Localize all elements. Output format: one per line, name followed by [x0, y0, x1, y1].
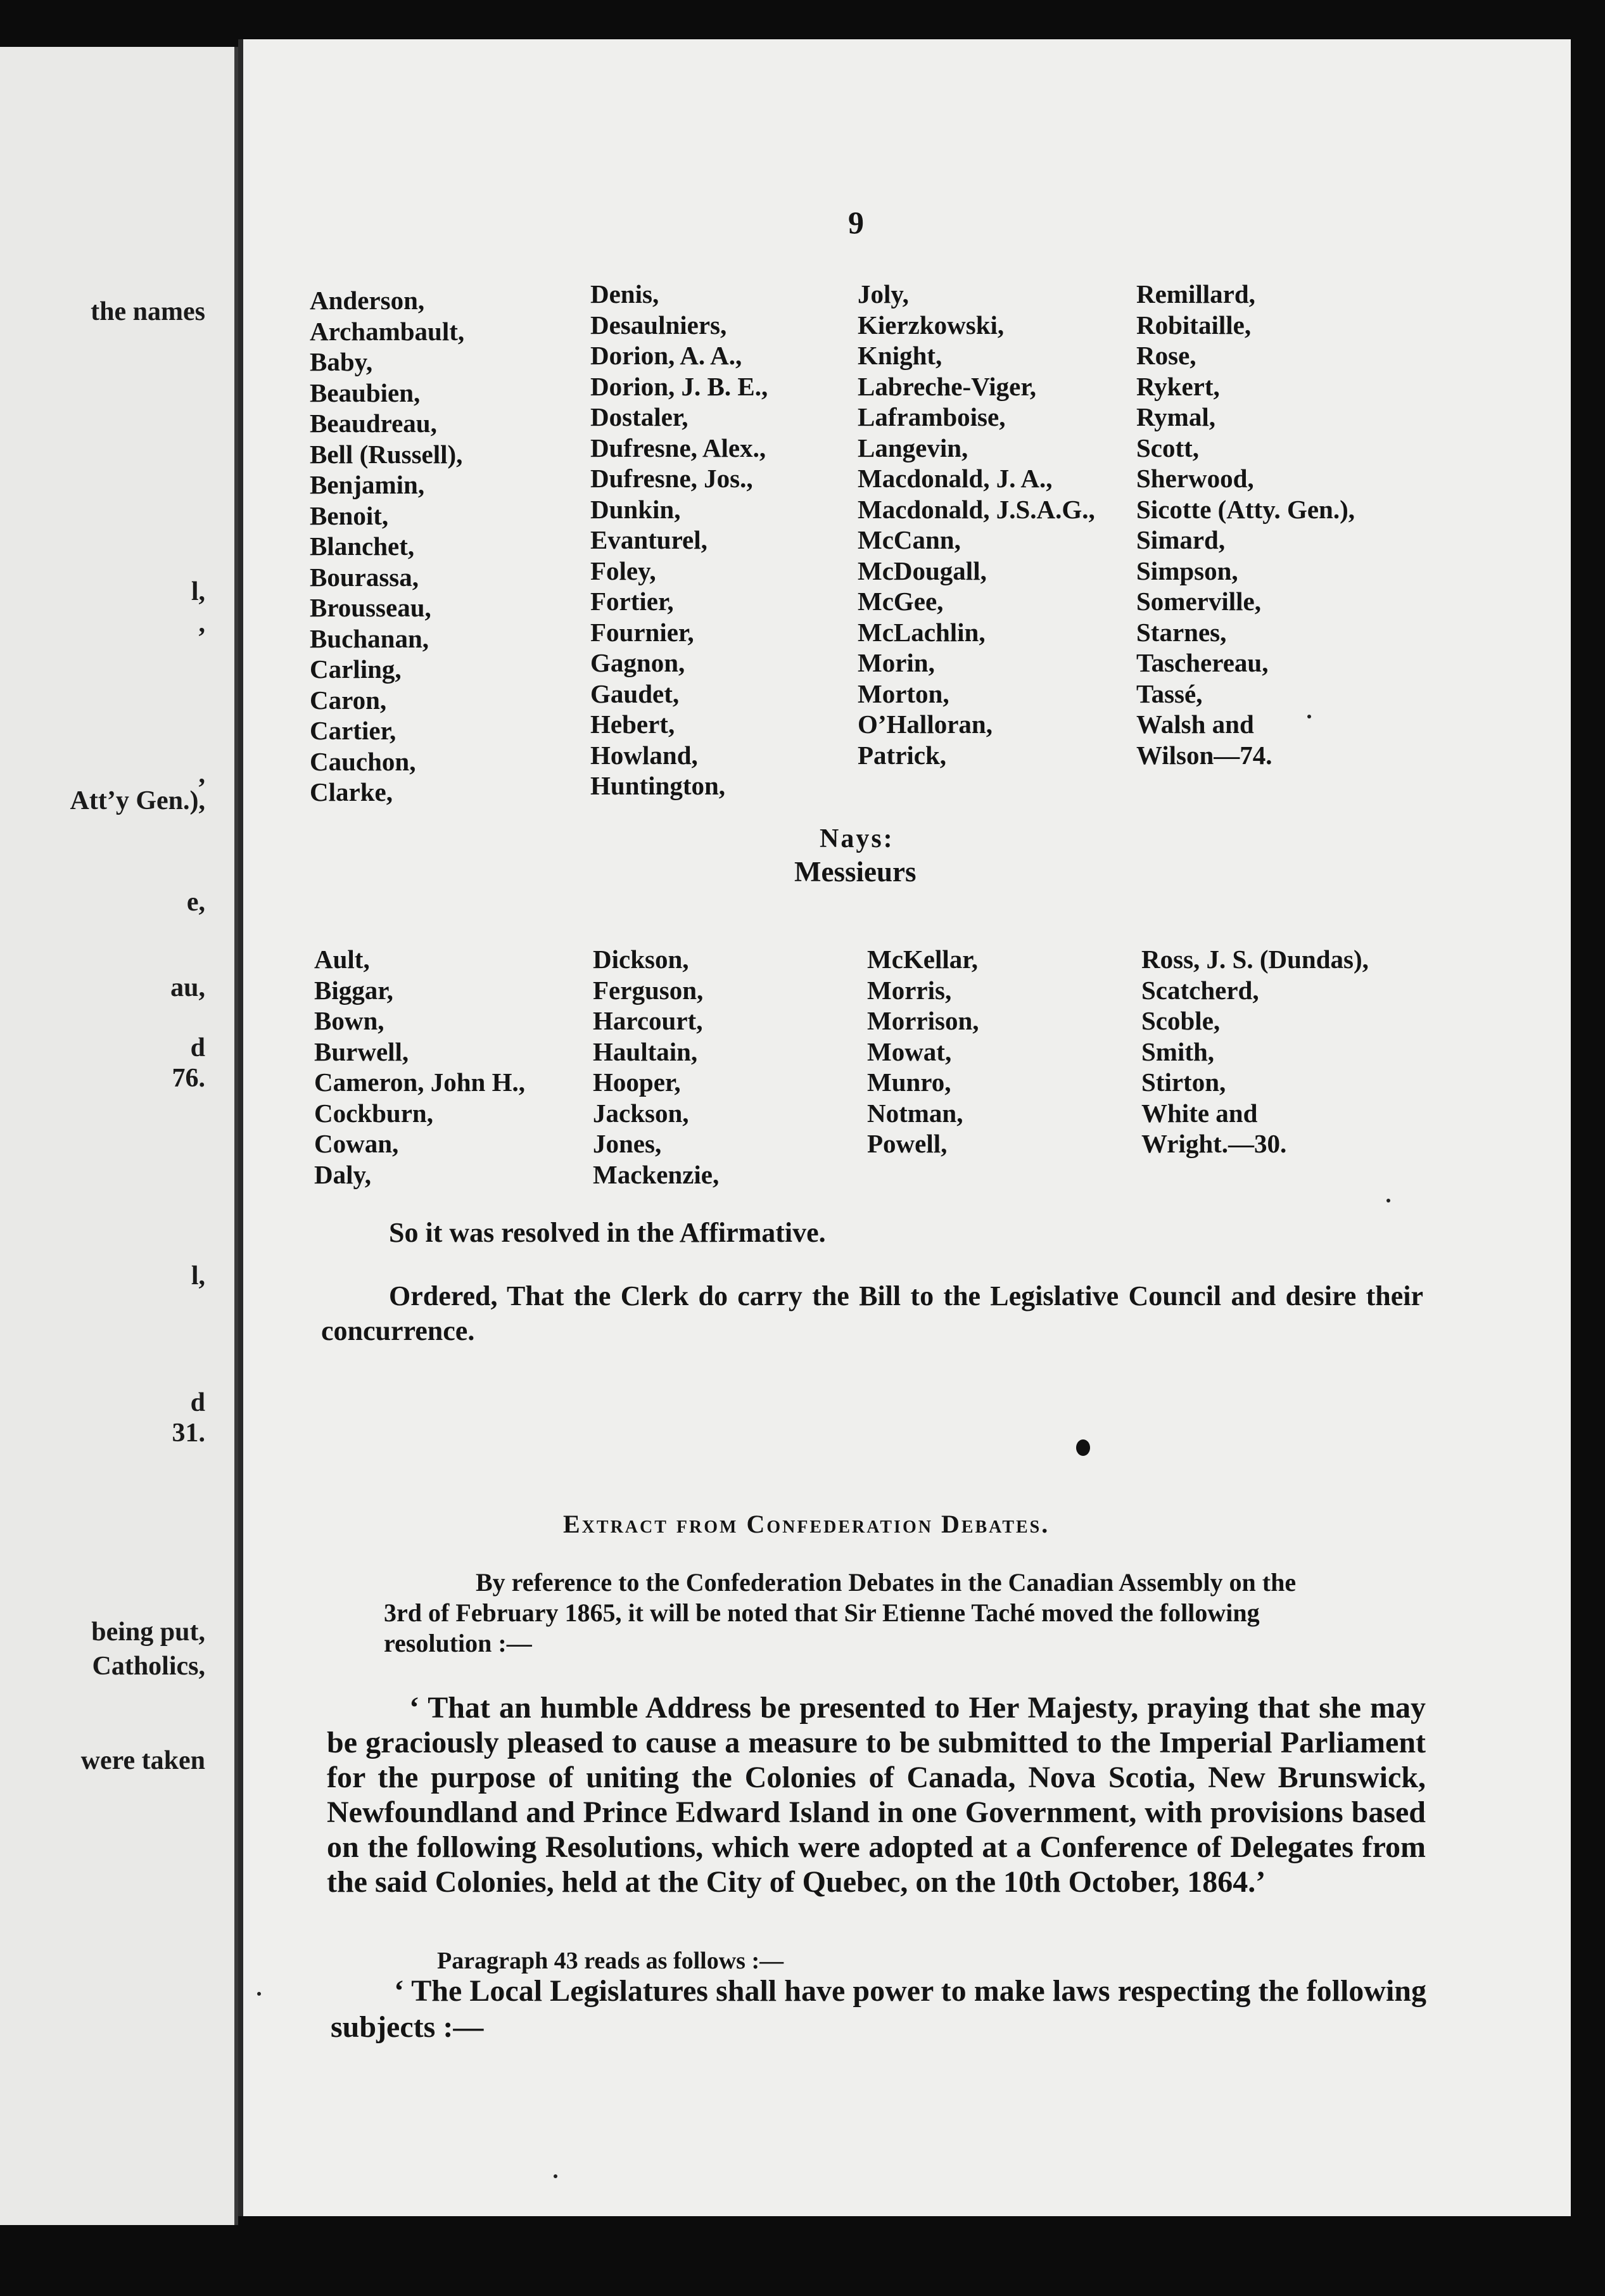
member-name: Cowan,: [314, 1129, 399, 1158]
member-name: Rose,: [1136, 341, 1196, 370]
member-name: Blanchet,: [310, 532, 415, 561]
member-name: Tassé,: [1136, 679, 1203, 708]
member-name: Jackson,: [593, 1098, 689, 1128]
reference-line-1: By reference to the Confederation Debates in the Canadian Assembly on the: [476, 1568, 1297, 1597]
local-legislatures-quote: ‘ The Local Legislatures shall have power to make laws respecting the following subjects :—: [331, 1974, 1426, 2044]
member-name: Wright.—30.: [1141, 1129, 1287, 1158]
member-name: Baby,: [310, 347, 373, 376]
left-page-fragment: e,: [186, 888, 205, 917]
left-page-fragment: being put,: [91, 1617, 205, 1647]
member-name: Biggar,: [314, 975, 393, 1005]
member-name: Munro,: [867, 1068, 951, 1097]
left-page: [0, 47, 238, 2225]
member-name: Dufresne, Jos.,: [590, 464, 753, 493]
member-name: Fournier,: [590, 617, 694, 647]
left-page-fragment: ,: [198, 760, 205, 789]
member-name: Joly,: [858, 279, 909, 309]
member-name: Hebert,: [590, 710, 675, 739]
speck: [1386, 1199, 1390, 1202]
member-name: Scatcherd,: [1141, 975, 1259, 1005]
member-name: Walsh and: [1136, 710, 1254, 739]
yeas-column-3: [858, 279, 1095, 770]
member-name: Patrick,: [858, 740, 947, 770]
member-name: Langevin,: [858, 433, 968, 462]
member-name: Caron,: [310, 685, 387, 715]
member-name: Starnes,: [1136, 617, 1227, 647]
member-name: Bown,: [314, 1006, 384, 1035]
member-name: Scoble,: [1141, 1006, 1221, 1035]
page-number: 9: [848, 205, 864, 240]
member-name: Sherwood,: [1136, 464, 1254, 493]
member-name: Anderson,: [310, 286, 425, 315]
member-name: Dickson,: [593, 945, 689, 974]
member-name: Daly,: [314, 1159, 371, 1189]
member-name: Macdonald, J. A.,: [858, 464, 1053, 493]
member-name: McDougall,: [858, 556, 987, 585]
member-name: Buchanan,: [310, 623, 429, 653]
left-page-fragment: the names: [91, 297, 205, 326]
member-name: McGee,: [858, 587, 944, 616]
member-name: Ross, J. S. (Dundas),: [1141, 945, 1369, 974]
member-name: Clarke,: [310, 777, 393, 807]
member-name: Smith,: [1141, 1036, 1215, 1066]
member-name: Dorion, A. A.,: [590, 341, 742, 370]
member-name: Jones,: [593, 1129, 662, 1158]
member-name: Brousseau,: [310, 593, 431, 622]
reference-line-2: 3rd of February 1865, it will be noted that Sir Etienne Taché moved the following: [384, 1598, 1260, 1627]
speck: [554, 2174, 557, 2178]
right-page: [238, 39, 1571, 2216]
member-name: Howland,: [590, 740, 698, 770]
member-name: Simpson,: [1136, 556, 1238, 585]
left-page-fragment: Catholics,: [92, 1652, 205, 1681]
speck: [257, 1992, 261, 1996]
left-page-fragment: 31.: [172, 1419, 205, 1448]
member-name: Denis,: [590, 279, 659, 309]
member-name: Scott,: [1136, 433, 1200, 462]
member-name: Benoit,: [310, 501, 389, 530]
paragraph-43-intro: Paragraph 43 reads as follows :—: [437, 1948, 784, 1974]
member-name: Simard,: [1136, 525, 1226, 554]
ornament-dot: [1076, 1439, 1090, 1456]
left-page-fragment: ,: [198, 609, 205, 638]
resolved-line: So it was resolved in the Affirmative.: [389, 1217, 826, 1248]
reference-line-3: resolution :—: [384, 1629, 532, 1657]
messieurs-heading: Messieurs: [794, 856, 917, 888]
left-page-fragment: au,: [170, 973, 205, 1002]
member-name: Fortier,: [590, 587, 674, 616]
yeas-column-2: [590, 279, 768, 801]
nays-column-1: [314, 944, 525, 1190]
member-name: Haultain,: [593, 1036, 698, 1066]
member-name: Mackenzie,: [593, 1159, 720, 1189]
extract-heading: Extract from Confederation Debates.: [563, 1510, 1050, 1538]
member-name: Taschereau,: [1136, 648, 1269, 677]
address-quote: ‘ That an humble Address be presented to Her Majesty, praying that she may be graciously pleased to cause a measure to be submitted to the Imperial Parliament for the purpose of uniting the Colonies of Canada, Nova Scotia, New Brunswick, Newfoundland and Prince Edward Island in one Government, with provisions based on the following Resolutions, which were adopted at a Conference of Delegates from the said Colonies, held at the City of Quebec, on the 10th October, 1864.’: [327, 1691, 1426, 1899]
left-page-fragment: Att’y Gen.),: [70, 786, 205, 815]
member-name: Morrison,: [867, 1006, 979, 1035]
member-name: White and: [1141, 1098, 1258, 1128]
nays-column-4: [1141, 944, 1369, 1159]
member-name: Rymal,: [1136, 402, 1215, 431]
left-page-fragment: d: [190, 1033, 205, 1062]
member-name: Ault,: [314, 945, 370, 974]
member-name: Huntington,: [590, 771, 726, 800]
member-name: Morton,: [858, 679, 949, 708]
speck: [1307, 715, 1311, 718]
member-name: Ferguson,: [593, 975, 704, 1005]
member-name: O’Halloran,: [858, 710, 993, 739]
left-page-fragment: were taken: [80, 1746, 205, 1775]
member-name: Morin,: [858, 648, 935, 677]
member-name: Foley,: [590, 556, 656, 585]
nays-column-3: [867, 944, 979, 1159]
member-name: Bourassa,: [310, 562, 419, 592]
member-name: Beaudreau,: [310, 409, 437, 438]
member-name: Sicotte (Atty. Gen.),: [1136, 494, 1355, 524]
left-page-fragment: 76.: [172, 1064, 205, 1093]
member-name: McCann,: [858, 525, 961, 554]
member-name: Macdonald, J.S.A.G.,: [858, 494, 1095, 524]
member-name: Wilson—74.: [1136, 740, 1272, 770]
member-name: Dunkin,: [590, 494, 681, 524]
member-name: Gaudet,: [590, 679, 680, 708]
member-name: Beaubien,: [310, 378, 421, 407]
member-name: Somerville,: [1136, 587, 1261, 616]
ordered-paragraph: Ordered, That the Clerk do carry the Bill to the Legislative Council and desire their concurrence.: [321, 1280, 1423, 1346]
left-page-fragment: l,: [191, 577, 205, 606]
member-name: Knight,: [858, 341, 942, 370]
member-name: Mowat,: [867, 1036, 952, 1066]
member-name: McLachlin,: [858, 617, 986, 647]
member-name: Desaulniers,: [590, 310, 727, 340]
member-name: McKellar,: [867, 945, 978, 974]
member-name: Dorion, J. B. E.,: [590, 371, 768, 401]
member-name: Stirton,: [1141, 1068, 1226, 1097]
member-name: Powell,: [867, 1129, 948, 1158]
member-name: Burwell,: [314, 1036, 409, 1066]
member-name: Dostaler,: [590, 402, 688, 431]
nays-column-2: [593, 944, 719, 1190]
member-name: Remillard,: [1136, 279, 1255, 309]
member-name: Morris,: [867, 975, 952, 1005]
member-name: Notman,: [867, 1098, 963, 1128]
member-name: Bell (Russell),: [310, 439, 463, 469]
yeas-column-4: [1136, 279, 1355, 770]
member-name: Cartier,: [310, 716, 396, 745]
member-name: Harcourt,: [593, 1006, 703, 1035]
member-name: Benjamin,: [310, 470, 425, 499]
member-name: Labreche-Viger,: [858, 371, 1037, 401]
nays-heading: Nays:: [820, 824, 894, 853]
member-name: Archambault,: [310, 316, 465, 346]
member-name: Cauchon,: [310, 746, 416, 776]
reference-paragraph: [384, 1567, 1410, 1659]
left-page-fragment: l,: [191, 1261, 205, 1291]
member-name: Hooper,: [593, 1068, 681, 1097]
left-page-fragment: d: [190, 1388, 205, 1417]
member-name: Cockburn,: [314, 1098, 433, 1128]
yeas-column-1: [310, 285, 464, 808]
member-name: Kierzkowski,: [858, 310, 1005, 340]
member-name: Dufresne, Alex.,: [590, 433, 766, 462]
member-name: Carling,: [310, 654, 402, 684]
member-name: Cameron, John H.,: [314, 1068, 525, 1097]
member-name: Robitaille,: [1136, 310, 1252, 340]
member-name: Gagnon,: [590, 648, 685, 677]
member-name: Laframboise,: [858, 402, 1006, 431]
member-name: Evanturel,: [590, 525, 707, 554]
member-name: Rykert,: [1136, 371, 1220, 401]
